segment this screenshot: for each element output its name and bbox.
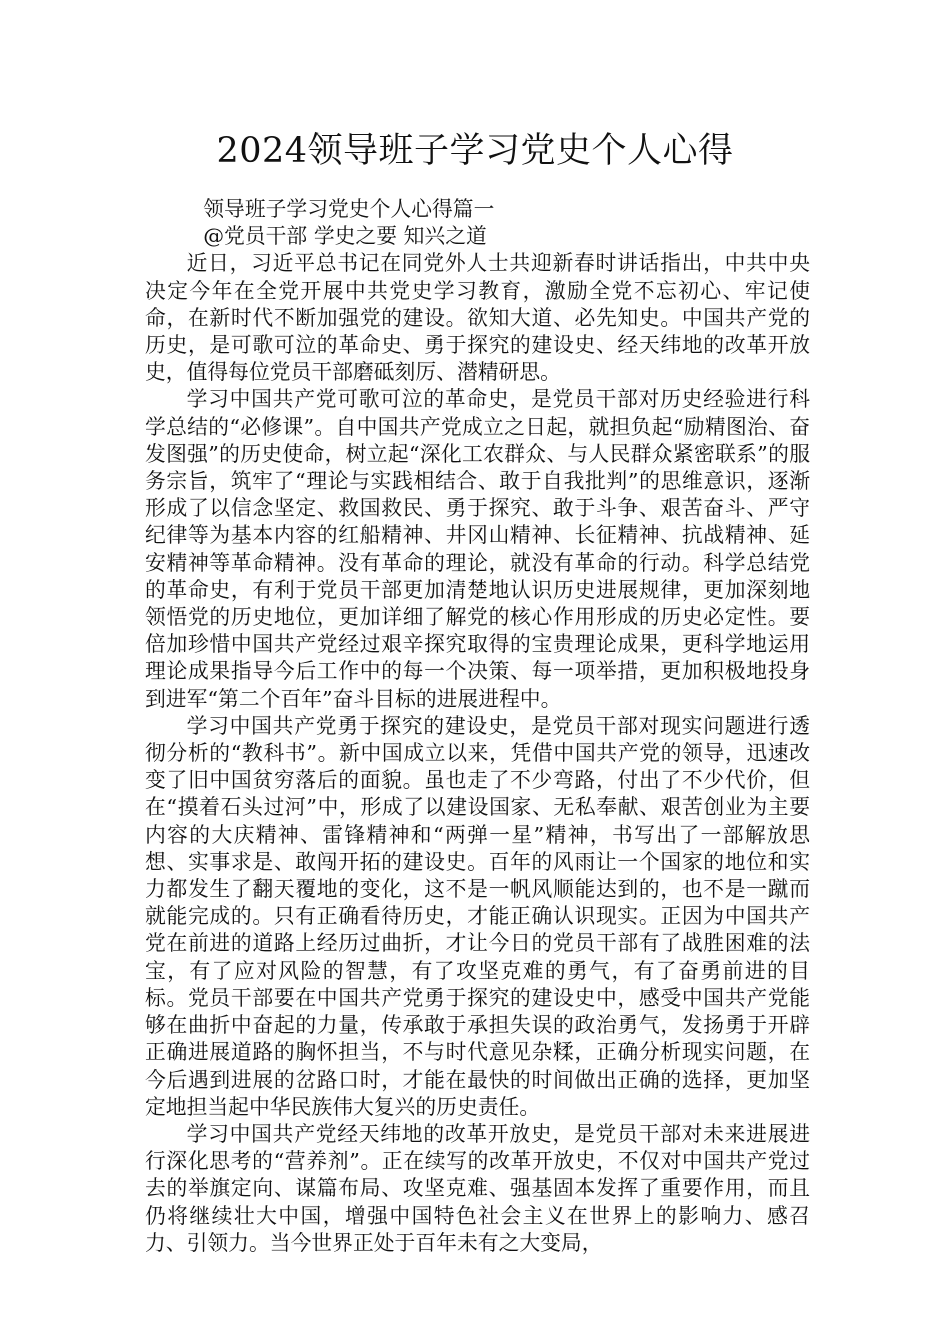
article-subtitle: 领导班子学习党史个人心得篇一 (203, 197, 495, 221)
paragraph: 学习中国共产党勇于探究的建设史，是党员干部对现实问题进行透彻分析的“教科书”。新中国成立以来，凭借中国共产党的领导，迅速改变了旧中国贫穷落后的面貌。虽也走了不少弯路，付出了不少代价，但在“摸着石头过河”中，形成了以建设国家、无私奉献、艰苦创业为主要内容的大庆精神、雷锋精神和“两弹一星”精神，书写出了一部解放思想、实事求是、敢闯开拓的建设史。百年的风雨让一个国家的地位和实力都发生了翻天覆地的变化，这不是一帆风顺能达到的，也不是一蹴而就能完成的。只有正确看待历史，才能正确认识现实。正因为中国共产党在前进的道路上经历过曲折，才让今日的党员干部有了战胜困难的法宝，有了应对风险的智慧，有了攻坚克难的勇气，有了奋勇前进的目标。党员干部要在中国共产党勇于探究的建设史中，感受中国共产党能够在曲折中奋起的力量，传承敢于承担失误的政治勇气，发扬勇于开辟正确进展道路的胸怀担当，不与时代意见杂糅，正确分析现实问题，在今后遇到进展的岔路口时，才能在最快的时间做出正确的选择，更加坚定地担当起中华民族伟大复兴的历史责任。 (145, 713, 810, 1119)
paragraph: 近日，习近平总书记在同党外人士共迎新春时讲话指出，中共中央决定今年在全党开展中共党史学习教育，激励全党不忘初心、牢记使命，在新时代不断加强党的建设。欲知大道、必先知史。中国共产党的历史，是可歌可泣的革命史、勇于探究的建设史、经天纬地的改革开放史，值得每位党员干部磨砥刻厉、潜精研思。 (145, 251, 810, 385)
paragraph: 学习中国共产党可歌可泣的革命史，是党员干部对历史经验进行科学总结的“必修课”。自中国共产党成立之日起，就担负起“励精图治、奋发图强”的历史使命，树立起“深化工农群众、与人民群众紧密联系”的服务宗旨，筑牢了“理论与实践相结合、敢于自我批判”的思维意识，逐渐形成了以信念坚定、救国救民、勇于探究、敢于斗争、艰苦奋斗、严守纪律等为基本内容的红船精神、井冈山精神、长征精神、抗战精神、延安精神等革命精神。没有革命的理论，就没有革命的行动。科学总结党的革命史，有利于党员干部更加清楚地认识历史进展规律，更加深刻地领悟党的历史地位，更加详细了解党的核心作用形成的历史必定性。要倍加珍惜中国共产党经过艰辛探究取得的宝贵理论成果，更科学地运用理论成果指导今后工作中的每一个决策、每一项举措，更加积极地投身到进军“第二个百年”奋斗目标的进展进程中。 (145, 387, 810, 711)
paragraph: 学习中国共产党经天纬地的改革开放史，是党员干部对未来进展进行深化思考的“营养剂”。正在续写的改革开放史，不仅对中国共产党过去的举旗定向、谋篇布局、攻坚克难、强基固本发挥了重要作用，而且仍将继续壮大中国，增强中国特色社会主义在世界上的影响力、感召力、引领力。当今世界正处于百年未有之大变局， (145, 1121, 810, 1255)
document-body (145, 196, 810, 1257)
page-title: 2024领导班子学习党史个人心得 (216, 131, 734, 171)
article-tagline: @党员干部 学史之要 知兴之道 (203, 224, 487, 249)
